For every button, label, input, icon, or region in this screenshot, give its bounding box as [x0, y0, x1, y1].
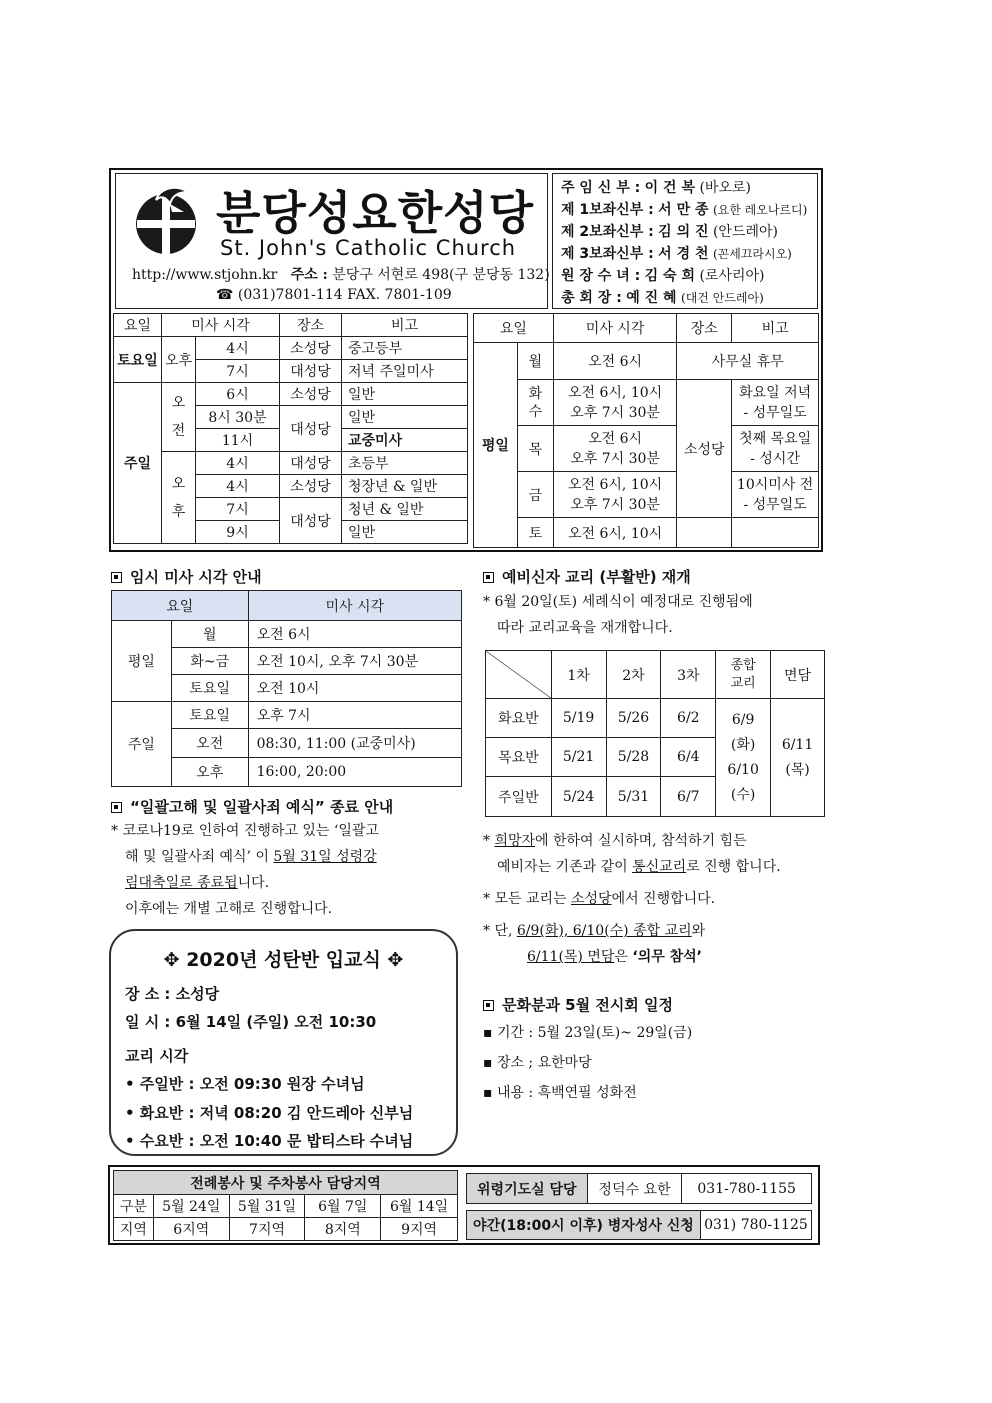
tel-fax: (031)7801-114 FAX. 7801-109 [237, 287, 452, 303]
mass-note: 첫째 목요일 - 성시간 [732, 426, 819, 472]
ornament-icon: ✥ [387, 949, 404, 971]
table-cell: 5/19 [551, 699, 606, 738]
address-label: 주소 : [290, 267, 328, 283]
mass-note: 10시미사 전 - 성무일도 [732, 472, 819, 518]
confession-line: * 코로나19로 인하여 진행하고 있는 ‘일괄고 [111, 823, 379, 839]
ornament-icon: ✥ [163, 949, 180, 971]
day-cell: 월 [171, 621, 248, 648]
church-contact-line [132, 264, 550, 284]
day-label: 토요일 [114, 337, 162, 383]
mass-time: 4시 [196, 337, 280, 360]
weekday-cell: 화 수 [517, 380, 553, 426]
intro-line: * 6월 20일(토) 세례식이 예정대로 진행됨에 [483, 594, 753, 610]
mass-time: 7시 [196, 498, 280, 521]
weekday-cell: 금 [517, 472, 553, 518]
duty-title: 전례봉사 및 주차봉사 담당지역 [114, 1171, 458, 1195]
exhibition-list [483, 1018, 692, 1108]
table-cell: 5월 24일 [153, 1195, 229, 1218]
clergy-row: 총 회 장 : 예 진 혜 (대건 안드레아) [561, 290, 764, 306]
clergy-row: 원 장 수 녀 : 김 숙 희 (로사리아) [561, 268, 765, 284]
table-header: 요일 [114, 314, 162, 337]
ampm-label: 오 전 [162, 383, 196, 452]
duty-area-table [113, 1170, 458, 1241]
table-header: 요일 [112, 591, 249, 621]
time-cell: 오후 7시 [248, 702, 461, 729]
mass-note: 화요일 저녁 - 성무일도 [732, 380, 819, 426]
mass-place: 소성당 [280, 337, 342, 360]
table-header: 장소 [677, 314, 732, 343]
table-cell: 6/7 [661, 777, 716, 817]
mass-place: 대성당 [280, 360, 342, 383]
table-cell: 5/28 [606, 738, 661, 777]
table-cell: 5/24 [551, 777, 606, 817]
interview-dates: 6/11 (목) [771, 699, 825, 817]
mass-place: 대성당 [280, 452, 342, 475]
mass-note: 일반 [342, 521, 468, 544]
weekday-mass-table [473, 313, 819, 548]
table-cell: 5/21 [551, 738, 606, 777]
mass-time: 11시 [196, 429, 280, 452]
mass-time: 오전 6시 [553, 343, 677, 380]
place-empty [677, 518, 732, 548]
church-name-en: St. John's Catholic Church [220, 236, 517, 260]
prayer-room-table [466, 1173, 812, 1204]
mass-note: 일반 [342, 383, 468, 406]
table-cell: 6월 7일 [305, 1195, 381, 1218]
day-cell: 토요일 [171, 675, 248, 702]
time-cell: 16:00, 20:00 [248, 758, 461, 787]
table-cell: 5월 31일 [229, 1195, 305, 1218]
mass-time: 4시 [196, 475, 280, 498]
time-cell: 08:30, 11:00 (교중미사) [248, 729, 461, 758]
checkbox-square-icon [111, 802, 122, 813]
mass-note: 저녁 주일미사 [342, 360, 468, 383]
mass-note: 일반 [342, 406, 468, 429]
table-cell: 9지역 [381, 1218, 458, 1241]
list-item: ▪ 내용 : 흑백연필 성화전 [483, 1085, 637, 1101]
checkbox-square-icon [483, 1000, 494, 1011]
table-cell: 6/4 [661, 738, 716, 777]
mass-note: 사무실 휴무 [677, 343, 819, 380]
checkbox-square-icon [111, 572, 122, 583]
day-label: 평일 [112, 621, 172, 702]
confession-body [111, 818, 461, 922]
catechumen-table [485, 650, 825, 817]
table-header: 비고 [342, 314, 468, 337]
day-cell: 오후 [171, 758, 248, 787]
prayer-name: 정덕수 요한 [587, 1174, 682, 1204]
catechumen-intro [483, 589, 823, 641]
checkbox-square-icon [483, 572, 494, 583]
diagonal-header-cell [486, 651, 552, 699]
mass-place: 소성당 [280, 383, 342, 406]
mass-place: 대성당 [280, 406, 342, 452]
day-label: 주일 [112, 702, 172, 787]
church-header [115, 173, 548, 309]
day-label: 평일 [474, 343, 518, 548]
table-header: 면담 [771, 651, 825, 699]
clergy-list [552, 173, 818, 309]
phone-line [216, 287, 452, 303]
ampm-label: 오 후 [162, 452, 196, 544]
mass-note: 청장년 & 일반 [342, 475, 468, 498]
weekday-cell: 목 [517, 426, 553, 472]
church-logo-icon [126, 182, 206, 258]
ampm-label: 오후 [162, 337, 196, 383]
mass-time: 오전 6시, 10시 [553, 518, 677, 548]
table-cell: 5/31 [606, 777, 661, 817]
prayer-label: 위령기도실 담당 [467, 1174, 588, 1204]
catechumen-title: 예비신자 교리 (부활반) 재개 [483, 566, 691, 587]
mass-time: 6시 [196, 383, 280, 406]
clergy-row: 제 2보좌신부 : 김 의 진 (안드레아) [561, 224, 778, 240]
confession-line: 이후에는 개별 고해로 진행합니다. [125, 901, 333, 917]
mass-place: 소성당 [280, 475, 342, 498]
mass-time: 오전 6시, 10시 오후 7시 30분 [553, 472, 677, 518]
day-label: 주일 [114, 383, 162, 544]
mass-note: 교중미사 [342, 429, 468, 452]
mass-time: 8시 30분 [196, 406, 280, 429]
confirmation-place: 장 소 : 소성당 [125, 985, 220, 1003]
table-header: 장소 [280, 314, 342, 337]
table-header: 2차 [606, 651, 661, 699]
list-item: • 주일반 : 오전 09:30 원장 수녀님 [125, 1075, 365, 1093]
weekday-cell: 토 [517, 518, 553, 548]
night-label: 야간(18:00시 이후) 병자성사 신청 [467, 1211, 701, 1240]
note-line: * 모든 교리는 소성당에서 진행합니다. [483, 891, 716, 907]
temp-mass-title: 임시 미사 시각 안내 [111, 566, 262, 587]
mass-place: 대성당 [280, 498, 342, 544]
table-cell: 7지역 [229, 1218, 305, 1241]
confirmation-box [109, 929, 458, 1156]
clergy-row: 주 임 신 부 : 이 건 복 (바오로) [561, 180, 751, 196]
time-cell: 오전 6시 [248, 621, 461, 648]
confession-line: 림대축일로 종료됩니다. [125, 875, 270, 891]
mass-note: 청년 & 일반 [342, 498, 468, 521]
confirmation-class-title: 교리 시각 [125, 1047, 189, 1065]
table-cell: 6월 14일 [381, 1195, 458, 1218]
day-cell: 오전 [171, 729, 248, 758]
website-link[interactable]: http://www.stjohn.kr [132, 267, 278, 283]
note-line: * 단, 6/9(화), 6/10(수) 종합 교리와 [483, 923, 706, 939]
row-label: 주일반 [486, 777, 552, 817]
address: 분당구 서현로 498(구 분당동 132) [332, 267, 550, 283]
note-line: * 희망자에 한하여 실시하며, 참석하기 힘든 [483, 833, 747, 849]
list-item: • 수요반 : 오전 10:40 문 밥티스타 수녀님 [125, 1132, 414, 1150]
note-line: 예비자는 기존과 같이 통신교리로 진행 합니다. [497, 859, 781, 875]
weekday-cell: 월 [517, 343, 553, 380]
list-item: ▪ 기간 : 5월 23일(토)~ 29일(금) [483, 1025, 693, 1041]
mass-time: 4시 [196, 452, 280, 475]
table-cell: 6/2 [661, 699, 716, 738]
note-line: 6/11(목) 면담은 ‘의무 참석’ [527, 949, 702, 965]
night-phone[interactable]: 031) 780-1125 [700, 1211, 811, 1240]
table-header: 1차 [551, 651, 606, 699]
catechumen-notes [483, 828, 823, 970]
temp-mass-table [111, 590, 462, 787]
combined-class-dates: 6/9 (화) 6/10 (수) [716, 699, 771, 817]
confession-line: 해 및 일괄사죄 예식’ 이 5월 31일 성령강 [125, 849, 377, 865]
mass-time: 오전 6시, 10시 오후 7시 30분 [553, 380, 677, 426]
table-cell: 6지역 [153, 1218, 229, 1241]
table-header: 3차 [661, 651, 716, 699]
day-cell: 화~금 [171, 648, 248, 675]
row-label: 목요반 [486, 738, 552, 777]
weekend-mass-table [113, 313, 468, 544]
phone-icon: ☎ [216, 287, 234, 303]
row-label: 화요반 [486, 699, 552, 738]
table-header: 미사 시각 [162, 314, 280, 337]
confirmation-title: ✥ 2020년 성탄반 입교식 ✥ [163, 949, 404, 971]
time-cell: 오전 10시 [248, 675, 461, 702]
mass-time: 7시 [196, 360, 280, 383]
clergy-row: 제 3보좌신부 : 서 경 천 (꼰세끄라시오) [561, 246, 792, 262]
table-header: 종합 교리 [716, 651, 771, 699]
mass-place: 소성당 [677, 380, 732, 518]
mass-note: 초등부 [342, 452, 468, 475]
table-header: 미사 시각 [553, 314, 677, 343]
list-item: • 화요반 : 저녁 08:20 김 안드레아 신부님 [125, 1104, 414, 1122]
list-item: ▪ 장소 ; 요한마당 [483, 1055, 592, 1071]
mass-time: 9시 [196, 521, 280, 544]
note-empty [732, 518, 819, 548]
time-cell: 오전 10시, 오후 7시 30분 [248, 648, 461, 675]
confession-title: “일괄고해 및 일괄사죄 예식” 종료 안내 [111, 796, 393, 817]
confirmation-date: 일 시 : 6월 14일 (주일) 오전 10:30 [125, 1013, 377, 1031]
mass-note: 중고등부 [342, 337, 468, 360]
mass-time: 오전 6시 오후 7시 30분 [553, 426, 677, 472]
exhibition-title: 문화분과 5월 전시회 일정 [483, 994, 673, 1015]
night-sacrament-table [466, 1210, 812, 1240]
day-cell: 토요일 [171, 702, 248, 729]
table-cell: 5/26 [606, 699, 661, 738]
table-cell: 구분 [114, 1195, 154, 1218]
church-name-ko: 분당성요한성당 [216, 186, 535, 240]
clergy-row: 제 1보좌신부 : 서 만 종 (요한 레오나르디) [561, 202, 808, 218]
table-header: 요일 [474, 314, 554, 343]
intro-line: 따라 교리교육을 재개합니다. [497, 620, 673, 636]
table-cell: 8지역 [305, 1218, 381, 1241]
prayer-phone[interactable]: 031-780-1155 [682, 1174, 812, 1204]
table-header: 미사 시각 [248, 591, 461, 621]
table-header: 비고 [732, 314, 819, 343]
table-cell: 지역 [114, 1218, 154, 1241]
